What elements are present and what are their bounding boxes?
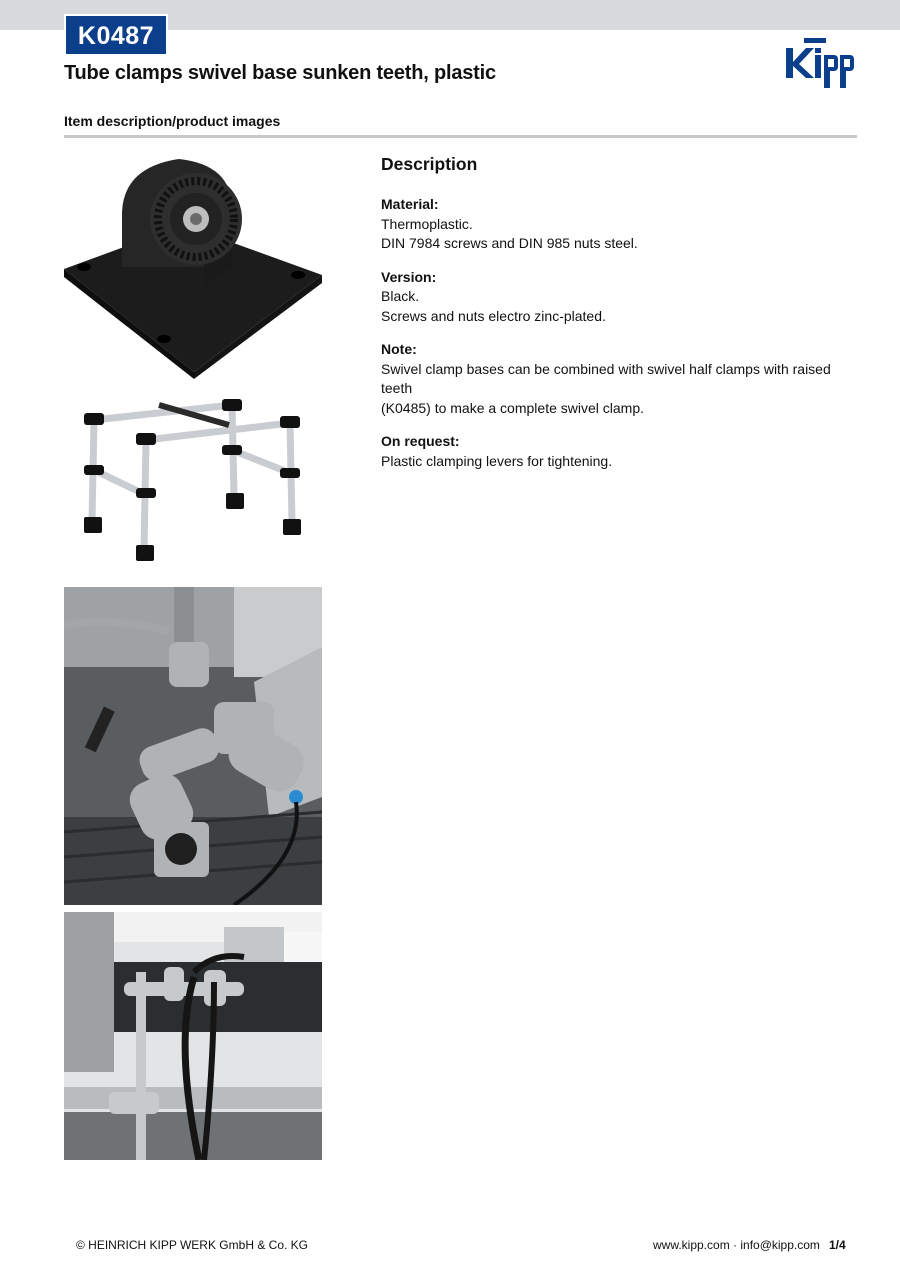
version-line: Black. [381, 288, 420, 304]
conveyor-mounted-clamp-photo [64, 912, 322, 1160]
page-number: 1/4 [829, 1238, 846, 1252]
section-divider [64, 135, 857, 138]
version-block [381, 268, 851, 327]
material-block [381, 195, 851, 254]
on-request-line: Plastic clamping levers for tightening. [381, 452, 613, 469]
on-request-heading: On request: [381, 433, 460, 449]
note-heading: Note: [381, 341, 417, 357]
note-block [381, 340, 851, 418]
tube-frame-assembly-photo [64, 385, 322, 580]
machine-mounted-clamp-photo [64, 587, 322, 905]
version-line: Screws and nuts electro zinc-plated. [381, 307, 606, 324]
page-title: Tube clamps swivel base sunken teeth, plastic [64, 62, 496, 84]
product-code-badge: K0487 [64, 14, 168, 56]
description-heading: Description [381, 154, 478, 174]
version-heading: Version: [381, 268, 437, 285]
material-heading: Material: [381, 196, 439, 212]
material-line: Thermoplastic. [381, 215, 473, 232]
swivel-base-product-photo [64, 157, 322, 379]
on-request-block [381, 432, 851, 471]
section-heading: Item description/product images [64, 113, 281, 129]
footer-contact: www.kipp.com · info@kipp.com [653, 1238, 820, 1252]
kipp-logo [784, 38, 858, 92]
material-line: DIN 7984 screws and DIN 985 nuts steel. [381, 235, 638, 251]
note-line: Swivel clamp bases can be combined with swivel half clamps with raised teeth [381, 360, 831, 396]
note-line: (K0485) to make a complete swivel clamp. [381, 399, 644, 416]
footer-copyright: © HEINRICH KIPP WERK GmbH & Co. KG [76, 1238, 308, 1252]
description-panel [381, 152, 851, 485]
